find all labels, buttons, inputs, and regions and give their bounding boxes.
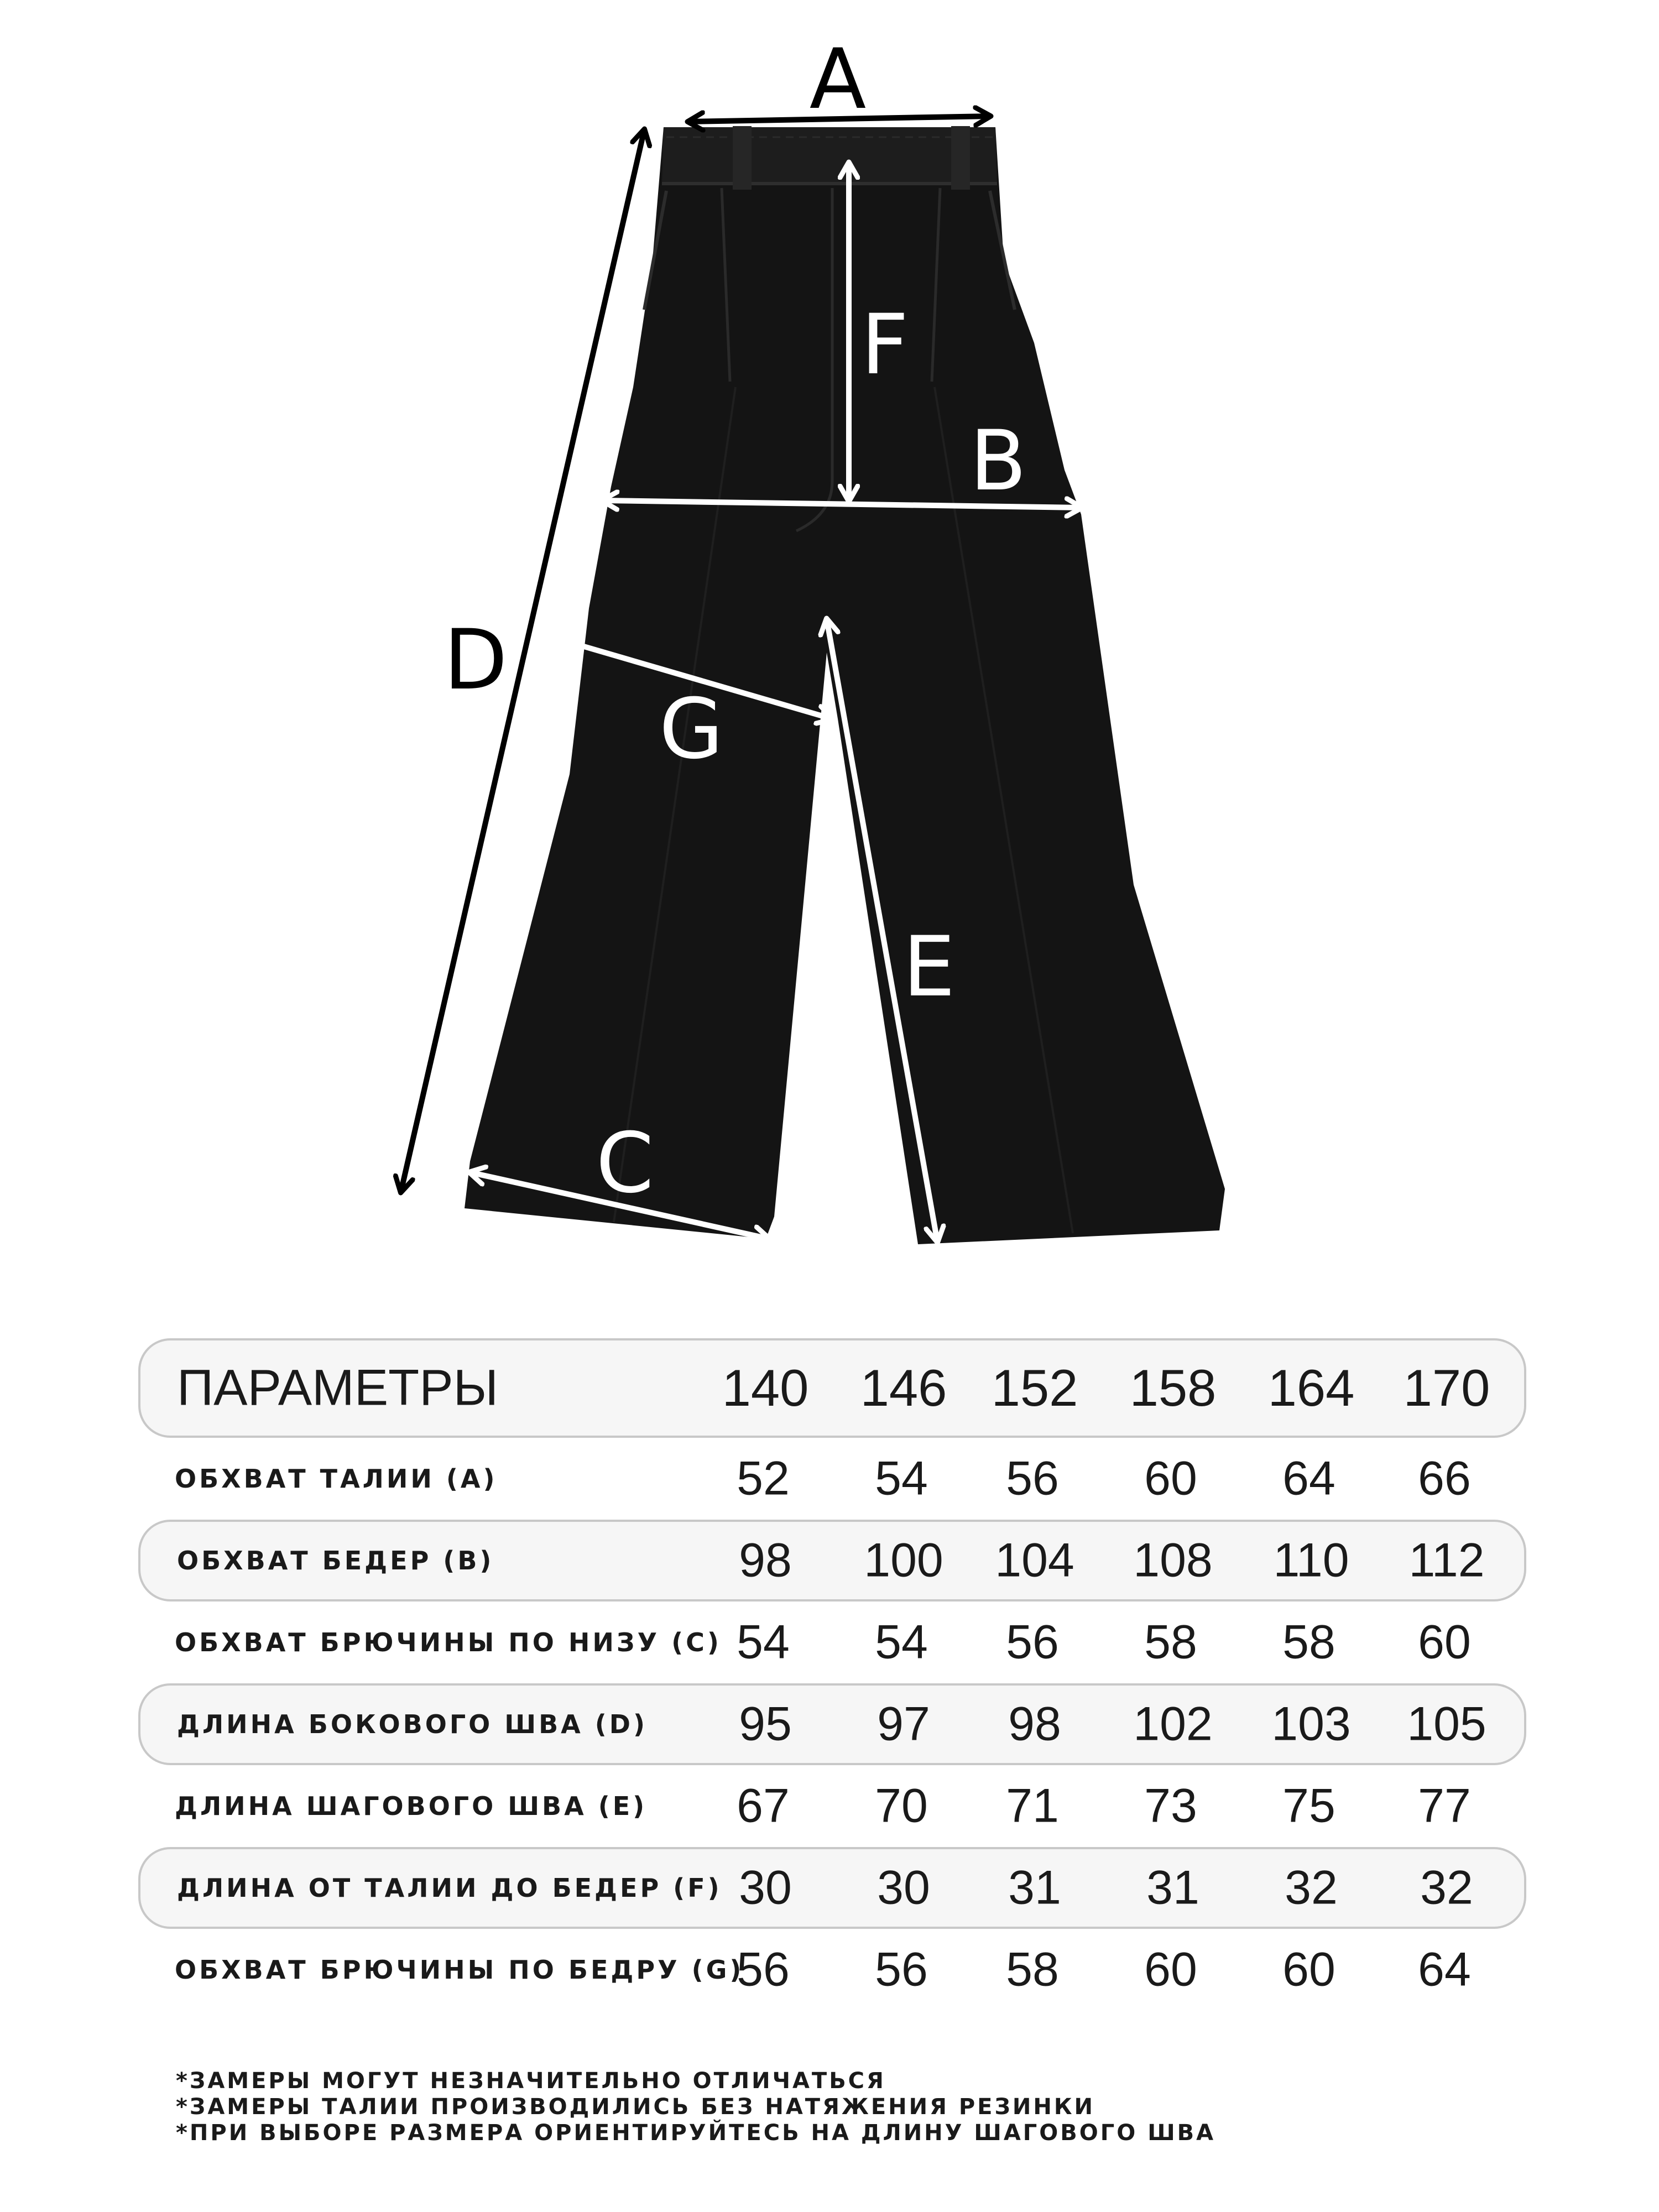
table-cell: 98 (1008, 1697, 1061, 1751)
belt-loop-right (951, 126, 970, 190)
table-cell: 54 (737, 1615, 790, 1669)
table-cell: 64 (1418, 1943, 1471, 1996)
size-164: 164 (1267, 1359, 1355, 1417)
table-cell: 56 (737, 1943, 790, 1996)
belt-loop-left (733, 126, 752, 190)
table-row-inseam (138, 1765, 1526, 1847)
label-c: C (596, 1115, 654, 1212)
table-cell: 95 (739, 1697, 792, 1751)
size-table (138, 1338, 1526, 2011)
table-cell: 71 (1006, 1779, 1059, 1833)
table-cell: 112 (1408, 1533, 1485, 1587)
row-label: ОБХВАТ ТАЛИИ (A) (175, 1464, 498, 1494)
table-cell: 56 (1006, 1452, 1059, 1505)
table-cell: 30 (877, 1861, 930, 1914)
table-cell: 70 (875, 1779, 928, 1833)
measure-arrow-a (688, 32, 990, 128)
table-row-hips (138, 1520, 1526, 1601)
table-cell: 110 (1273, 1533, 1349, 1587)
row-label: ОБХВАТ БРЮЧИНЫ ПО БЕДРУ (G) (175, 1955, 744, 1985)
table-cell: 58 (1006, 1943, 1059, 1996)
footnote-size-choice: *ПРИ ВЫБОРЕ РАЗМЕРА ОРИЕНТИРУЙТЕСЬ НА ДЛИНУ ШАГОВОГО ШВА (176, 2120, 1216, 2146)
label-a: A (809, 32, 867, 128)
row-label: ОБХВАТ БЕДЕР (B) (177, 1546, 494, 1575)
table-cell: 66 (1418, 1452, 1471, 1505)
table-cell: 104 (995, 1533, 1074, 1587)
footnotes (176, 2068, 1215, 2146)
table-cell: 58 (1144, 1615, 1197, 1669)
table-cell: 54 (875, 1615, 928, 1669)
size-140: 140 (722, 1359, 809, 1417)
waistband (662, 127, 997, 182)
table-cell: 77 (1418, 1779, 1471, 1833)
label-f: F (860, 297, 909, 393)
table-cell: 31 (1008, 1861, 1061, 1914)
row-label: ОБХВАТ БРЮЧИНЫ ПО НИЗУ (C) (175, 1627, 722, 1657)
table-cell: 60 (1144, 1943, 1197, 1996)
label-e: E (902, 919, 956, 1015)
table-cell: 97 (877, 1697, 930, 1751)
table-cell: 60 (1282, 1943, 1335, 1996)
row-label: ДЛИНА ОТ ТАЛИИ ДО БЕДЕР (F) (177, 1873, 722, 1903)
table-row-waist-to-hips (138, 1847, 1526, 1929)
table-cell: 58 (1282, 1615, 1335, 1669)
table-cell: 103 (1271, 1697, 1351, 1751)
header-label: ПАРАМЕТРЫ (177, 1359, 499, 1416)
table-row-side-seam (138, 1683, 1526, 1765)
table-header-row (138, 1338, 1526, 1438)
table-cell: 100 (864, 1533, 943, 1587)
table-cell: 54 (875, 1452, 928, 1505)
table-cell: 31 (1146, 1861, 1199, 1914)
table-cell: 75 (1282, 1779, 1335, 1833)
label-d: D (444, 612, 508, 708)
size-158: 158 (1129, 1359, 1217, 1417)
size-146: 146 (860, 1359, 947, 1417)
table-cell: 56 (1006, 1615, 1059, 1669)
table-cell: 32 (1285, 1861, 1338, 1914)
table-cell: 60 (1144, 1452, 1197, 1505)
row-label: ДЛИНА ШАГОВОГО ШВА (E) (175, 1791, 648, 1821)
size-152: 152 (991, 1359, 1078, 1417)
label-b: B (969, 413, 1027, 509)
size-170: 170 (1403, 1359, 1490, 1417)
label-g: G (659, 681, 724, 778)
table-cell: 98 (739, 1533, 792, 1587)
table-cell: 52 (737, 1452, 790, 1505)
table-row-waist (138, 1438, 1526, 1520)
table-cell: 60 (1418, 1615, 1471, 1669)
row-label: ДЛИНА БОКОВОГО ШВА (D) (177, 1709, 648, 1739)
table-cell: 73 (1144, 1779, 1197, 1833)
table-row-hem (138, 1601, 1526, 1683)
table-cell: 32 (1420, 1861, 1473, 1914)
table-cell: 30 (739, 1861, 792, 1914)
table-cell: 105 (1407, 1697, 1486, 1751)
table-cell: 108 (1133, 1533, 1213, 1587)
footnote-measurements: *ЗАМЕРЫ МОГУТ НЕЗНАЧИТЕЛЬНО ОТЛИЧАТЬСЯ (176, 2068, 886, 2094)
table-cell: 102 (1133, 1697, 1213, 1751)
table-row-thigh (138, 1929, 1526, 2011)
table-cell: 64 (1282, 1452, 1335, 1505)
table-cell: 67 (737, 1779, 790, 1833)
footnote-waist: *ЗАМЕРЫ ТАЛИИ ПРОИЗВОДИЛИСЬ БЕЗ НАТЯЖЕНИЯ РЕЗИНКИ (176, 2094, 1095, 2120)
table-cell: 56 (875, 1943, 928, 1996)
